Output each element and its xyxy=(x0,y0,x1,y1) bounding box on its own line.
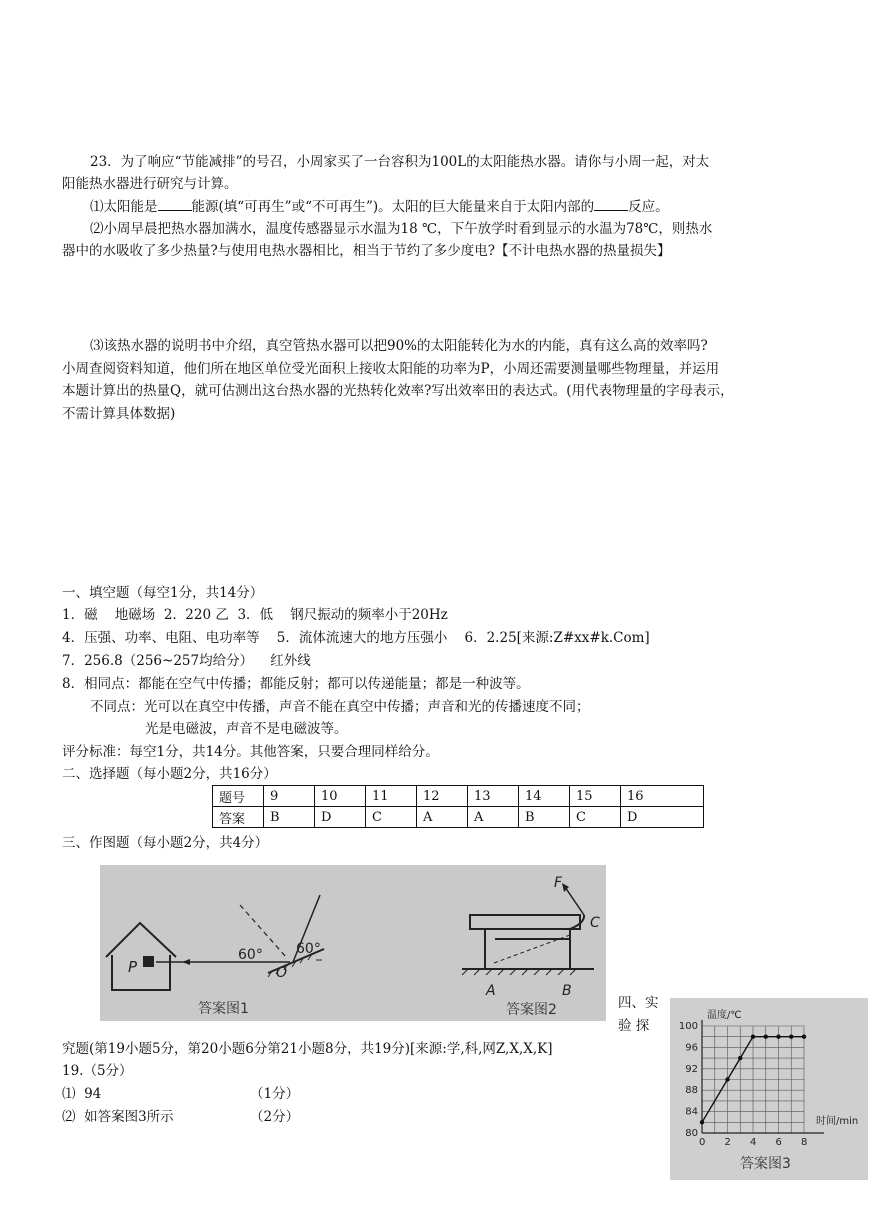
q19-title: 19.（5分） xyxy=(62,1063,133,1079)
x-tick-label: 6 xyxy=(775,1137,782,1148)
y-axis-label: 温度/℃ xyxy=(707,1010,742,1021)
temperature-chart xyxy=(670,998,868,1180)
table-cell: 题号 xyxy=(213,786,264,807)
table-row xyxy=(213,786,704,807)
answer-table xyxy=(212,785,704,828)
table-cell: 11 xyxy=(366,786,417,807)
x-tick-label: 4 xyxy=(750,1137,757,1148)
q19-part1: ⑴ 94 xyxy=(62,1086,102,1102)
q23-part3-line1: ⑶该热水器的说明书中介绍，真空管热水器可以把90%的太阳能转化为水的内能，真有这么高的效率吗? xyxy=(90,338,708,354)
data-point xyxy=(700,1120,704,1124)
y-tick-label: 100 xyxy=(678,1021,698,1032)
house-shape xyxy=(106,923,176,990)
answer-figure-1-2 xyxy=(100,865,606,1021)
table-cell: 15 xyxy=(570,786,621,807)
q23-part1 xyxy=(90,196,669,217)
data-point xyxy=(725,1077,729,1081)
angle-label: 60° xyxy=(238,947,263,963)
data-point xyxy=(776,1035,780,1039)
answer-blank xyxy=(158,196,192,211)
label-p: P xyxy=(128,958,138,976)
q23-part1-c: 反应。 xyxy=(628,199,669,215)
label-a: A xyxy=(486,983,496,999)
q23-part2-line1: ⑵小周早晨把热水器加满水，温度传感器显示水温为18 ℃，下午放学时看到显示的水温为78℃，则热水 xyxy=(90,221,713,237)
q19-part1-score: （1分） xyxy=(250,1086,300,1102)
label-b: B xyxy=(562,983,572,999)
figure-2-caption: 答案图2 xyxy=(506,1002,557,1018)
y-tick-label: 96 xyxy=(685,1042,698,1054)
answer-blank xyxy=(594,196,628,211)
data-point xyxy=(751,1035,755,1039)
section1-line4: 8．相同点：都能在空气中传播；都能反射；都可以传递能量；都是一种波等。 xyxy=(62,676,530,692)
table-cell: 9 xyxy=(264,786,315,807)
table-row xyxy=(213,807,704,828)
section1-line6: 光是电磁波，声音不是电磁波等。 xyxy=(145,721,348,737)
section1-line1: 1．磁 地磁场 2. 220 乙 3．低 钢尺振动的频率小于20Hz xyxy=(62,607,448,623)
label-c: C xyxy=(590,915,600,931)
table-cell: C xyxy=(366,807,417,828)
section4-title-c: 究题(第19小题5分，第20小题6分第21小题8分，共19分)[来源:学,科,网Z,X,X,K] xyxy=(62,1041,553,1057)
table-cell: 14 xyxy=(519,786,570,807)
q23-part2-line2: 器中的水吸收了多少热量?与使用电热水器相比，相当于节约了多少度电?【不计电热水器的热量损失】 xyxy=(62,243,671,259)
section1-title: 一、填空题（每空1分，共14分） xyxy=(62,585,264,601)
table-cell: 13 xyxy=(468,786,519,807)
section1-line7: 评分标准：每空1分，共14分。其他答案，只要合理同样给分。 xyxy=(62,744,439,760)
answer-figure-3 xyxy=(670,998,868,1180)
section1-line3: 7．256.8（256~257均给分） 红外线 xyxy=(62,653,311,669)
table-cell: D xyxy=(315,807,366,828)
table-cell: C xyxy=(570,807,621,828)
force-arrow xyxy=(565,887,584,915)
table-cell: B xyxy=(264,807,315,828)
data-point xyxy=(764,1035,768,1039)
x-tick-label: 0 xyxy=(699,1137,706,1148)
table-shape xyxy=(462,915,594,969)
data-point xyxy=(802,1035,806,1039)
y-tick-label: 88 xyxy=(685,1085,698,1097)
y-tick-label: 80 xyxy=(685,1128,698,1139)
section2-title: 二、选择题（每小题2分，共16分） xyxy=(62,766,277,782)
data-point xyxy=(738,1056,742,1060)
section1-line2: 4．压强、功率、电阻、电功率等 5．流体流速大的地方压强小 6．2.25[来源:Z#xx#k.Com] xyxy=(62,630,650,646)
section3-title: 三、作图题（每小题2分，共4分） xyxy=(62,835,269,851)
q23-intro-line2: 阳能热水器进行研究与计算。 xyxy=(62,176,238,192)
section4-title-b: 验 探 xyxy=(618,1018,650,1034)
table-cell: B xyxy=(519,807,570,828)
table-cell: 10 xyxy=(315,786,366,807)
angle-label: 60° xyxy=(296,941,321,957)
table-cell: 12 xyxy=(417,786,468,807)
data-point xyxy=(789,1035,793,1039)
q23-part3-line2: 小周查阅资料知道，他们所在地区单位受光面积上接收太阳能的功率为P，小周还需要测量哪些物理量，并运用 xyxy=(62,361,720,377)
q19-part2-score: （2分） xyxy=(250,1109,300,1125)
chart-title: 答案图3 xyxy=(740,1156,791,1172)
table-cell: D xyxy=(621,807,704,828)
x-axis-label: 时间/min xyxy=(816,1116,859,1127)
label-f: F xyxy=(554,875,563,891)
q23-part3-line4: 不需计算具体数据) xyxy=(62,406,176,422)
x-tick-label: 8 xyxy=(801,1137,808,1148)
x-tick-label: 2 xyxy=(724,1137,731,1148)
table-cell: A xyxy=(468,807,519,828)
y-tick-label: 92 xyxy=(685,1063,698,1075)
label-o: O xyxy=(276,965,288,981)
q19-part2: ⑵ 如答案图3所示 xyxy=(62,1109,174,1125)
arrow-icon xyxy=(182,959,190,965)
q23-part3-line3: 本题计算出的热量Q，就可估测出这台热水器的光热转化效率?写出效率田的表达式。(用代表物理量的字母表示， xyxy=(62,383,734,399)
figure-1-caption: 答案图1 xyxy=(198,1001,249,1017)
table-cell: 16 xyxy=(621,786,704,807)
figure-drawing xyxy=(100,865,606,1021)
table-cell: 答案 xyxy=(213,807,264,828)
q23-part1-a: ⑴太阳能是 xyxy=(90,199,158,215)
y-tick-label: 84 xyxy=(685,1106,698,1118)
table-cell: A xyxy=(417,807,468,828)
section1-line5: 不同点：光可以在真空中传播，声音不能在真空中传播；声音和光的传播速度不同； xyxy=(90,699,590,715)
section4-title-a: 四、实 xyxy=(618,995,659,1011)
q23-intro-line1: 23．为了响应“节能减排”的号召，小周家买了一台容积为100L的太阳能热水器。请你与小周一起，对太 xyxy=(90,154,710,170)
q23-part1-b: 能源(填“可再生”或“不可再生”)。太阳的巨大能量来自于太阳内部的 xyxy=(191,199,595,215)
